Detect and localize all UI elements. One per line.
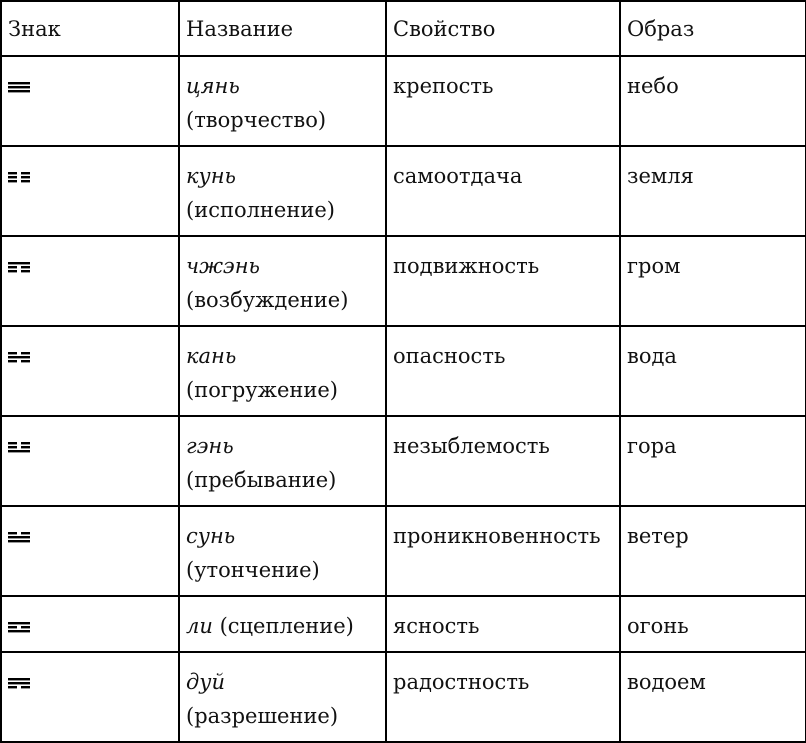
sign-cell [1, 56, 179, 146]
table-row [1, 326, 806, 416]
sign-cell [1, 236, 179, 326]
property-cell: крепость [386, 56, 620, 146]
trigram-gloss: (пребывание) [186, 468, 337, 492]
property-cell: ясность [386, 596, 620, 652]
trigram-kan-icon [8, 351, 30, 363]
image-cell: водоем [620, 652, 806, 742]
trigram-name: кань [186, 344, 237, 368]
image-cell: ветер [620, 506, 806, 596]
trigram-gloss: (сцепление) [219, 614, 354, 638]
trigram-kun-icon [8, 171, 30, 183]
trigram-gloss: (утончение) [186, 558, 320, 582]
header-name: Название [179, 1, 386, 56]
property-cell: радостность [386, 652, 620, 742]
sign-cell [1, 506, 179, 596]
trigram-li-icon [8, 621, 30, 633]
trigram-xun-icon [8, 531, 30, 543]
name-cell [179, 652, 386, 742]
sign-cell [1, 652, 179, 742]
trigram-zhen-icon [8, 261, 30, 273]
image-cell: земля [620, 146, 806, 236]
header-property: Свойство [386, 1, 620, 56]
sign-cell [1, 596, 179, 652]
trigram-name: чжэнь [186, 254, 260, 278]
sign-cell [1, 326, 179, 416]
header-image: Образ [620, 1, 806, 56]
trigram-gen-icon [8, 441, 30, 453]
table-row [1, 146, 806, 236]
trigram-gloss: (разрешение) [186, 704, 339, 728]
trigram-gloss: (исполнение) [186, 198, 335, 222]
image-cell: вода [620, 326, 806, 416]
trigram-qian-icon [8, 81, 30, 93]
table-row [1, 416, 806, 506]
header-sign: Знак [1, 1, 179, 56]
name-cell [179, 56, 386, 146]
property-cell: подвижность [386, 236, 620, 326]
name-cell [179, 416, 386, 506]
trigram-name: кунь [186, 164, 236, 188]
image-cell: гора [620, 416, 806, 506]
image-cell: огонь [620, 596, 806, 652]
name-cell [179, 146, 386, 236]
trigram-gloss: (творчество) [186, 108, 327, 132]
sign-cell [1, 416, 179, 506]
table-row [1, 56, 806, 146]
table-row [1, 236, 806, 326]
property-cell: проникновенность [386, 506, 620, 596]
trigram-dui-icon [8, 677, 30, 689]
table-row [1, 596, 806, 652]
table-row [1, 506, 806, 596]
trigram-name: дуй [186, 670, 226, 694]
name-cell [179, 326, 386, 416]
header-row [1, 1, 806, 56]
trigram-name: гэнь [186, 434, 234, 458]
table-row [1, 652, 806, 742]
name-cell [179, 596, 386, 652]
trigram-gloss: (погружение) [186, 378, 338, 402]
trigram-name: ли [186, 614, 213, 638]
property-cell: незыблемость [386, 416, 620, 506]
property-cell: опасность [386, 326, 620, 416]
sign-cell [1, 146, 179, 236]
image-cell: гром [620, 236, 806, 326]
trigram-name: цянь [186, 74, 240, 98]
trigram-name: сунь [186, 524, 236, 548]
name-cell [179, 506, 386, 596]
property-cell: самоотдача [386, 146, 620, 236]
image-cell: небо [620, 56, 806, 146]
trigram-gloss: (возбуждение) [186, 288, 349, 312]
name-cell [179, 236, 386, 326]
